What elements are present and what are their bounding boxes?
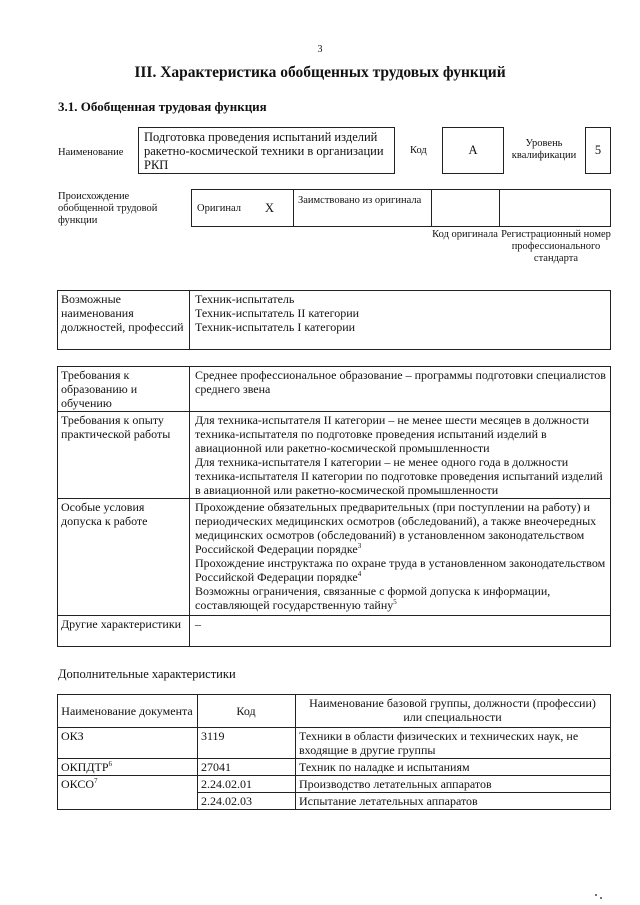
table-row	[58, 367, 611, 412]
req-label: Другие характеристики	[58, 616, 190, 647]
req-line: Для техника-испытателя I категории – не менее одного года в должности техника-испытателя II категории по подготовке проведения испытаний изделий в авиационной или ракетно-космической промышленности	[195, 455, 603, 497]
positions-label: Возможные наименования должностей, профессий	[58, 291, 190, 350]
table-row	[58, 776, 611, 793]
footnote-ref: 5	[393, 598, 397, 606]
function-name-box	[138, 127, 395, 174]
borrowed-label: Заимствовано из оригинала	[298, 195, 422, 206]
name-cell: Производство летательных аппаратов	[296, 776, 611, 793]
table-row	[58, 616, 611, 647]
req-line: Прохождение инструктажа по охране труда в установленном законодательством Российской Федерации порядке$^4$	[195, 556, 606, 584]
original-mark: Х	[265, 201, 275, 215]
col-header: Наименование документа	[58, 695, 198, 728]
col-header: Наименование базовой группы, должности (профессии) или специальности	[296, 695, 611, 728]
code-cell: 27041	[198, 759, 296, 776]
col-header: Код	[198, 695, 296, 728]
code-original-caption: Код оригинала	[432, 229, 498, 240]
function-name: Подготовка проведения испытаний изделий ракетно-космической техники в организации РКП	[144, 130, 384, 172]
position-item: Техник-испытатель	[195, 292, 295, 306]
code-cell: 3119	[198, 728, 296, 759]
subsection-title: 3.1. Обобщенная трудовая функция	[58, 99, 267, 114]
name-cell: Техники в области физических и технических наук, не входящие в другие группы	[296, 728, 611, 759]
footnote-ref: 3	[357, 542, 362, 550]
code-cell: 2.24.02.03	[198, 793, 296, 810]
code-label: Код	[410, 145, 427, 156]
level-value: 5	[594, 143, 602, 157]
req-value	[190, 367, 611, 412]
position-item: Техник-испытатель II категории	[195, 306, 360, 320]
table-row	[58, 728, 611, 759]
requirements-table	[57, 366, 611, 647]
additional-title: Дополнительные характеристики	[58, 667, 236, 681]
req-label: Требования к образованию и обучению	[58, 367, 190, 412]
scan-speck	[600, 897, 602, 899]
name-label: Наименование	[58, 147, 124, 158]
req-line: Среднее профессиональное образование – программы подготовки специалистов среднего звена	[195, 368, 606, 396]
footnote-ref: 6	[108, 760, 113, 768]
code-cell: 2.24.02.01	[198, 776, 296, 793]
section-title: III. Характеристика обобщенных трудовых функций	[134, 64, 506, 81]
origin-label: Происхождение обобщенной трудовой функции	[58, 191, 158, 226]
req-line: Прохождение обязательных предварительных (при поступлении на работу) и периодических медицинских осмотров (обследований), а также внеочередных медицинских осмотров (обследований) в установленном законодательством Российской Федерации порядке$^3$	[195, 500, 597, 556]
additional-table	[57, 694, 611, 810]
level-box	[585, 127, 611, 174]
req-label: Особые условия допуска к работе	[58, 499, 190, 616]
positions-list	[190, 291, 611, 350]
doc-cell: ОКЗ	[58, 728, 198, 759]
table-row	[58, 759, 611, 776]
doc-cell: ОКПДТР$^6$	[58, 759, 198, 776]
req-value	[190, 412, 611, 499]
req-value	[190, 499, 611, 616]
footnote-ref: 4	[357, 570, 362, 578]
name-cell: Испытание летательных аппаратов	[296, 793, 611, 810]
req-value	[190, 616, 611, 647]
table-row	[58, 412, 611, 499]
req-line: –	[195, 617, 201, 631]
reg-number-caption: Регистрационный номер профессионального стандарта	[501, 229, 611, 264]
table-row	[58, 499, 611, 616]
positions-table	[57, 290, 611, 350]
table-header-row	[58, 695, 611, 728]
footnote-ref: 7	[94, 777, 98, 785]
code-value: А	[468, 143, 478, 157]
doc-cell: ОКСО$^7$	[58, 776, 198, 810]
page-number: 3	[317, 44, 323, 55]
position-item: Техник-испытатель I категории	[195, 320, 356, 334]
scan-speck	[595, 894, 597, 896]
original-label: Оригинал	[197, 203, 241, 214]
req-line: Возможны ограничения, связанные с формой допуска к информации, составляющей государственную тайну$^5$	[195, 584, 551, 612]
level-label: Уровень квалификации	[511, 138, 577, 161]
code-box	[442, 127, 504, 174]
req-line: Для техника-испытателя II категории – не менее шести месяцев в должности техника-испытателя по подготовке проведения испытаний изделий в авиационной или ракетно-космической промышленности	[195, 413, 590, 455]
name-cell: Техник по наладке и испытаниям	[296, 759, 611, 776]
req-label: Требования к опыту практической работы	[58, 412, 190, 499]
